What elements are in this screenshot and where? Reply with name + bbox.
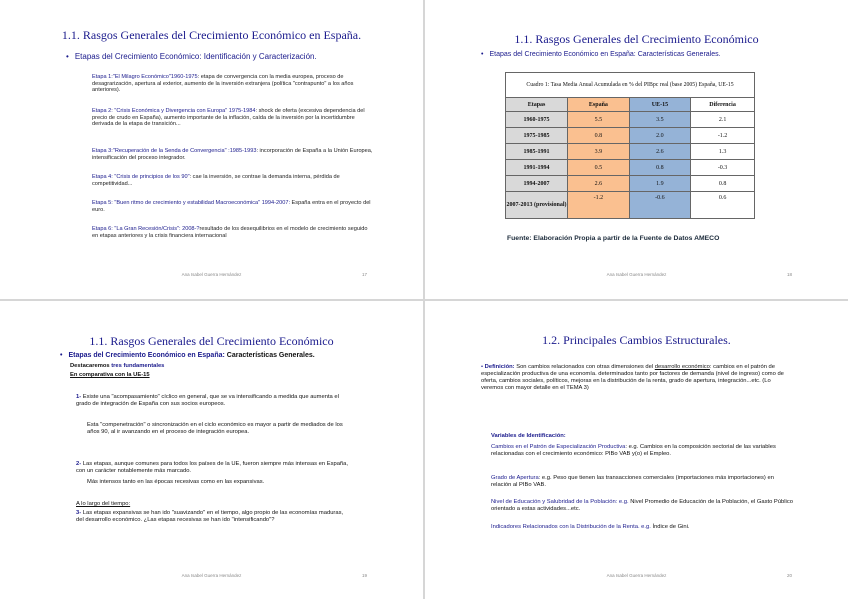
author: Ana Isabel Guerra Hernández [606,272,667,277]
stage-3: Etapa 3:"Recuperación de la Senda de Convergencia" :1985-1993: incorporación de España a la Unión Europea, intensificación del proceso integrador. [92,148,373,161]
compare-heading: En comparativa con la UE-15 [70,372,150,378]
header-diferencia: Diferencia [691,98,755,112]
vars-title: Variables de Identificación: [491,433,566,439]
table-source: Fuente: Elaboración Propia a partir de la Fuente de Datos AMECO [507,235,720,242]
point-3: 3- Las etapas expansivas se han ido "suavizando" en el tiempo, algo propio de las economías maduras, del desarrollo económico. ¿Las etapas recesivas se han ido "intensificando"? [76,510,344,523]
bullet-heading [481,50,721,60]
page-number: 19 [361,573,367,578]
header-espana: España [568,98,630,112]
point-2b: Más intensos tanto en las épocas recesivas como en las expansivas. [87,479,265,485]
table-header-row [506,98,755,112]
table-row: 1991-1994 0.5 0.8 -0.3 [506,160,755,176]
header-etapas: Etapas [506,98,568,112]
page-number: 18 [786,272,792,277]
author: Ana Isabel Guerra Hernández [181,272,242,277]
stage-4: Etapa 4: "Crisis de principios de los 90": cae la inversión, se contrae la demanda interna, pérdida de competitividad... [92,174,340,187]
author: Ana Isabel Guerra Hernández [606,573,667,578]
stage-2: Etapa 2: "Crisis Económica y Divergencia con Europa" 1975-1984: shock de oferta (excesiva dependencia del precio de crudo en España), aumento importante de la inflación, caída de la inversión por la incertidumbre derivada de la etapa de transición... [92,108,365,128]
slide-20 [425,301,848,599]
bullet-heading: • Etapas del Crecimiento Económico en España: Características Generales. [60,352,315,359]
highlight-line: Destacaremos tres fundamentales [70,363,165,369]
stage-1: Etapa 1:"El Milagro Económico"1960-1975: etapa de convergencia con la media europea, proceso de desagrarización, apertura al exterior, aumento de la inversión extranjera (política "contrapunto" a los años anteriores). [92,74,354,94]
slide-17 [0,0,423,298]
stage-5: Etapa 5: "Buen ritmo de crecimiento y estabilidad Macroeconómica" 1994-2007: España entra en el proyecto del euro. [92,200,371,213]
slide-title: 1.1. Rasgos Generales del Crecimiento Económico [89,334,334,348]
var-2: Grado de Apertura: e.g. Peso que tienen las transacciones comerciales (importaciones más importaciones) en relación al PIBo VAB. [491,475,774,488]
table-row: 1975-1985 0.8 2.0 -1.2 [506,128,755,144]
slide-19 [0,301,423,599]
growth-table [505,72,755,219]
stage-6: Etapa 6: "La Gran Recesión/Crisis": 2008-?resultado de los desequilibrios en el modelo de crecimiento seguido en etapas anteriores y la crisis financiera internacional [92,226,368,239]
slide-title: 1.1. Rasgos Generales del Crecimiento Económico [514,32,759,46]
slide-18 [425,0,848,298]
page-number: 20 [786,573,792,578]
table-row: 1985-1991 3.9 2.6 1.3 [506,144,755,160]
bullet-dot-icon: • [481,51,484,58]
bullet-dot-icon: • [481,364,484,370]
table-row: 1994-2007 2.6 1.9 0.8 [506,176,755,192]
point-2: 2- Las etapas, aunque comunes para todos los países de la UE, fueron siempre más intensas en España, con un carácter notablemente más marcado. [76,461,348,474]
bullet-dot-icon: • [60,352,63,359]
page-number: 17 [361,272,367,277]
table-row: 2007-2013 (provisional) -1.2 -0.6 0.6 [506,192,755,219]
point-1: 1- Existe una "acompasamiento" cíclico en general, que se va intensificando a medida que aumenta el grado de integración de España con sus socios europeos. [76,394,339,407]
var-4: Indicadores Relacionados con la Distribución de la Renta. e.g. Índice de Gini. [491,524,690,530]
bullet-text: Etapas del Crecimiento Económico en España: Características Generales. [489,51,721,58]
var-1: Cambios en el Patrón de Especialización Productiva: e.g. Cambios en la composición sectorial de las variables relacionadas con el crecimiento económico: PIBo VAB y(o) el Empleo. [491,444,776,457]
var-3: Nivel de Educación y Salubridad de la Población: e.g. Nivel Promedio de Educación de la Población, el Gasto Público orientado a estas actividades...etc. [491,499,793,512]
bullet-heading [66,52,317,62]
author: Ana Isabel Guerra Hernández [181,573,242,578]
slide-title: 1.2. Principales Cambios Estructurales. [542,333,731,347]
table-caption: Cuadro 1: Tasa Media Anual Acumulada en % del PIBpc real (base 2005) España, UE-15 [506,73,755,98]
definition: • Definición: Son cambios relacionados con otras dimensiones del desarrollo económico: cambios en el patrón de especialización productiva de una economía. determinados tanto por factores de demanda (nivel de ingreso) como de oferta, cambios sociales, políticos, mejoras en la distribución de la renta, grado de apertura, integración...etc. (Lo veremos con mayor detalle en el TEMA 3) [481,364,784,391]
header-ue15: UE-15 [629,98,690,112]
table-row: 1960-1975 5.5 3.5 2.1 [506,112,755,128]
bullet-text: Etapas del Crecimiento Económico: Identificación y Caracterización. [74,52,317,61]
time-heading: A lo largo del tiempo: [76,501,131,507]
point-1b: Esta "compenetración" o sincronización en el ciclo económico es mayor a partir de mediados de los años 90, al ir avanzando en el proceso de integración europea. [87,422,343,435]
bullet-dot-icon: • [66,52,69,61]
slide-title: 1.1. Rasgos Generales del Crecimiento Económico en España. [61,28,362,42]
